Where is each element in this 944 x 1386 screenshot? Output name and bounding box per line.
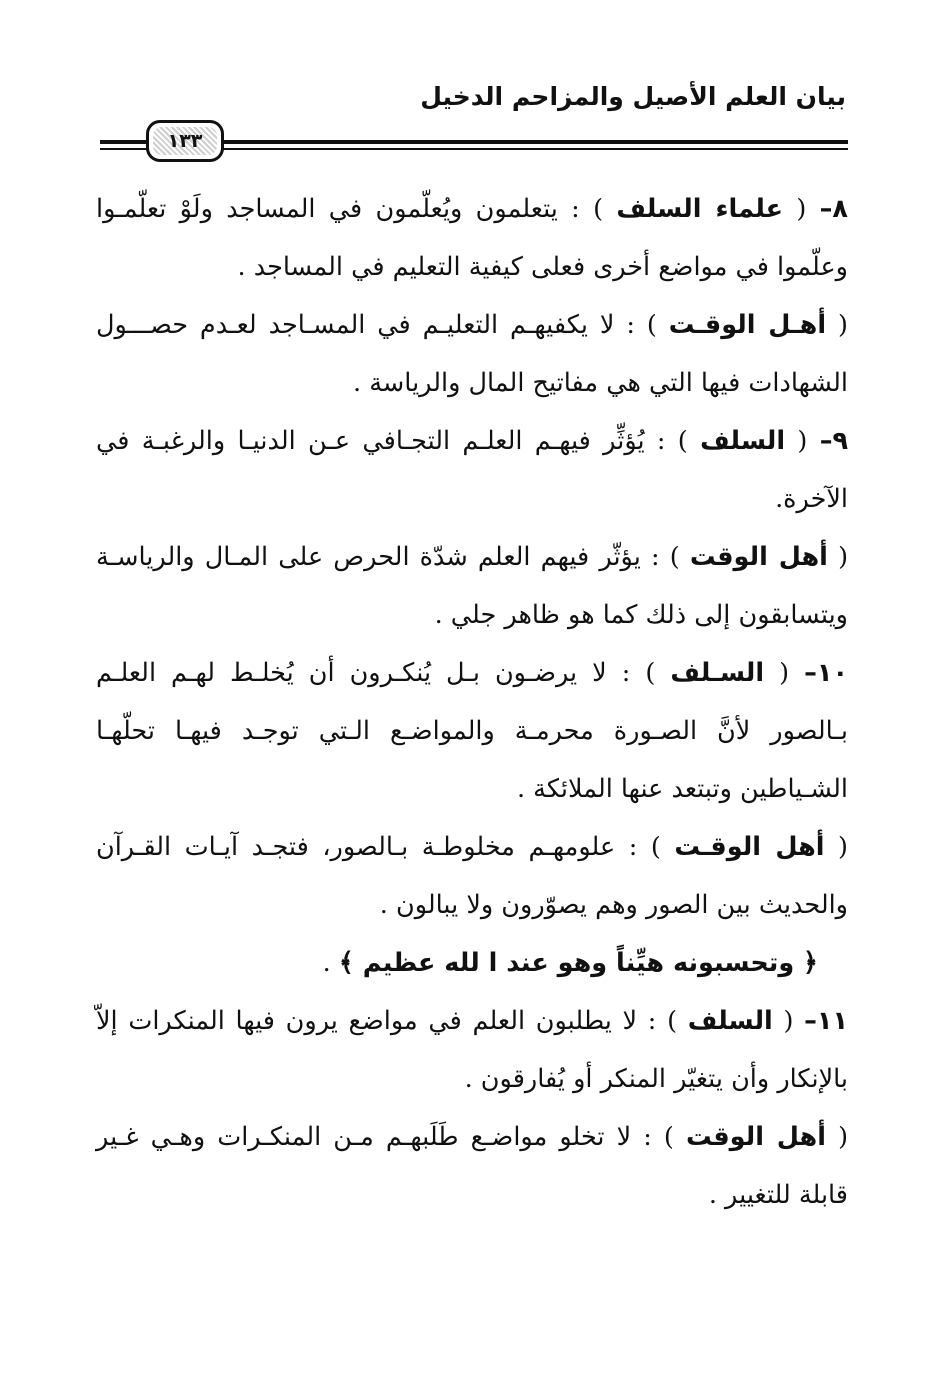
verse-period: . — [322, 948, 331, 978]
body-text — [96, 180, 848, 1224]
close-paren: ) — [650, 832, 661, 862]
paragraph-label: السلف — [700, 426, 786, 456]
close-paren: ) — [677, 426, 688, 456]
page-number-frame — [146, 120, 224, 162]
paragraph-11-contemporaries — [96, 1108, 848, 1224]
paragraph-label: أهل الوقت — [689, 542, 828, 572]
item-number: ٩– — [819, 426, 849, 456]
open-paren: ( — [838, 542, 849, 572]
close-paren: ) — [645, 658, 656, 688]
paragraph-label: أهل الوقـت — [674, 832, 825, 862]
paragraph-text: : يؤثّر فيهم العلم شدّة الحرص على المـال والرياسـة ويتسابقون إلى ذلك كما هو ظاهر جلي . — [96, 542, 848, 630]
page-number: ١٣٣ — [153, 127, 217, 155]
open-paren: ( — [838, 310, 848, 340]
paragraph-text: : لا يكفيهـم التعليـم في المسـاجد لعـدم حصـــول الشهادات فيها التي هي مفاتيح المال والرياسة . — [96, 310, 848, 398]
open-paren: ( — [796, 194, 807, 224]
close-paren: ) — [663, 1122, 674, 1152]
paragraph-8-salaf-scholars — [96, 180, 848, 296]
paragraph-9-salaf — [96, 412, 848, 528]
open-paren: ( — [783, 1006, 794, 1036]
paragraph-text: : يتعلمون ويُعلّمون في المساجد ولَوْ تعلّمـوا وعلّموا في مواضع أخرى فعلى كيفية التعليم في المساجد . — [96, 194, 848, 282]
paragraph-text: : لا يطلبون العلم في مواضع يرون فيها المنكرات إلاّ بالإنكار وأن يتغيّر المنكر أو يُفارقون . — [96, 1006, 848, 1094]
paragraph-label: السلف — [687, 1006, 773, 1036]
item-number: ٨– — [819, 194, 848, 224]
close-paren: ) — [593, 194, 604, 224]
paragraph-label: علماء السلف — [616, 194, 784, 224]
header-rule — [100, 118, 848, 168]
paragraph-10-contemporaries — [96, 818, 848, 934]
paragraph-text: : لا يرضـون بـل يُنكـرون أن يُخلـط لهـم العلـم بـالصور لأنَّ الصـورة محرمـة والمواضـع الـتي توجـد فيهـا تحلّهـا الشـياطين وتبتعد عنها الملائكة . — [96, 658, 848, 804]
paragraph-text: : يُؤثِّر فيهـم العلـم التجـافي عـن الدنيـا والرغبـة في الآخرة. — [96, 426, 848, 514]
paragraph-text: : علومهـم مخلوطـة بـالصور، فتجـد آيـات القـرآن والحديث بين الصور وهم يصوّرون ولا يبالون . — [96, 832, 848, 920]
paragraph-label: أهل الوقت — [685, 1122, 826, 1152]
paragraph-10-salaf — [96, 644, 848, 818]
open-paren: ( — [779, 658, 790, 688]
paragraph-text: : لا تخلو مواضـع طَلَبهـم مـن المنكـرات وهـي غـير قابلة للتغيير . — [96, 1122, 848, 1210]
open-paren: ( — [838, 832, 848, 862]
paragraph-9-contemporaries — [96, 528, 848, 644]
paragraph-label: أهـل الوقـت — [668, 310, 827, 340]
paragraph-label: السـلف — [670, 658, 765, 688]
close-paren: ) — [669, 542, 680, 572]
item-number: ١٠– — [804, 658, 849, 688]
open-paren: ( — [838, 1122, 849, 1152]
paragraph-8-contemporaries — [96, 296, 848, 412]
paragraph-11-salaf — [96, 992, 848, 1108]
quran-verse: ﴿ وتحسبونه هيِّناً وهو عند ا لله عظيم ﴾ — [338, 948, 818, 978]
running-header-title: بيان العلم الأصيل والمزاحم الدخيل — [420, 82, 846, 111]
item-number: ١١– — [804, 1006, 849, 1036]
close-paren: ) — [646, 310, 657, 340]
close-paren: ) — [667, 1006, 678, 1036]
open-paren: ( — [797, 426, 808, 456]
quran-verse-line — [96, 934, 848, 992]
